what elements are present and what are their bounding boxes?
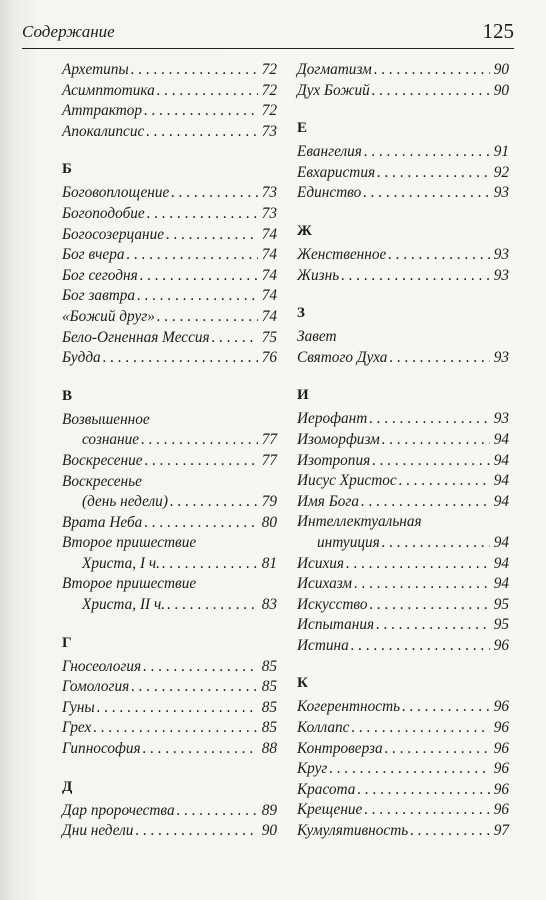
toc-entry: [297, 142, 509, 163]
dot-leader: [377, 163, 490, 184]
toc-entry: [297, 574, 509, 595]
toc-entry-page: 77: [261, 451, 277, 469]
toc-entry-term: Архетипы: [62, 61, 129, 78]
toc-entry-term: Имя Бога: [297, 492, 360, 510]
toc-entry: [62, 513, 277, 534]
toc-entry-term-line1: Второе пришествие: [62, 534, 197, 552]
dot-leader: [389, 348, 489, 369]
toc-entry-page: 72: [261, 61, 277, 78]
section-letter: Е: [297, 120, 308, 137]
toc-entry-page: 96: [493, 780, 509, 798]
toc-entry: [62, 204, 277, 225]
toc-entry-term-line1: Второе пришествие: [62, 575, 197, 593]
toc-entry: [62, 266, 277, 287]
toc-entry-term: Будда: [62, 349, 101, 367]
toc-entry-term: Красота: [297, 780, 356, 798]
toc-entry-page: 83: [261, 596, 277, 614]
running-title: Содержание: [22, 22, 115, 41]
dot-leader: [346, 554, 490, 575]
toc-entry-page: 93: [493, 184, 509, 202]
dot-leader: [364, 142, 490, 163]
dot-leader: [146, 122, 257, 143]
toc-entry: [62, 122, 277, 143]
toc-entry: [62, 81, 277, 102]
section-letter: К: [297, 675, 308, 692]
toc-entry: [62, 657, 277, 678]
toc-entry: [297, 60, 509, 81]
toc-entry-page: 90: [261, 822, 277, 840]
toc-entry-term: Исихия: [297, 554, 345, 572]
toc-entry: [62, 101, 277, 122]
toc-entry: [297, 348, 509, 369]
toc-entry-term-line1: Завет: [297, 328, 337, 346]
toc-entry-page: 85: [261, 719, 277, 737]
dot-leader: [329, 759, 489, 780]
toc-entry-page: 96: [493, 760, 509, 778]
dot-leader: [388, 245, 489, 266]
toc-entry: [297, 718, 509, 739]
toc-entry-term: Асимптотика: [62, 81, 155, 99]
toc-entry: [297, 615, 509, 636]
toc-entry-page: 85: [261, 657, 277, 675]
toc-entry-page: 73: [261, 122, 277, 140]
toc-entry-term: Коллапс: [297, 719, 350, 737]
toc-entry-page: 74: [261, 307, 277, 325]
toc-entry: [297, 821, 509, 842]
dot-leader: [357, 780, 489, 801]
toc-entry-term: Изотропия: [297, 451, 371, 469]
toc-entry-page: 88: [261, 740, 277, 758]
toc-entry-page: 95: [493, 595, 509, 613]
dot-leader: [131, 60, 258, 81]
section-letter: Б: [62, 161, 72, 178]
toc-entry-page: 96: [493, 801, 509, 819]
toc-entry: [62, 348, 277, 369]
toc-entry-page: 74: [261, 266, 277, 284]
toc-entry-term: Бог вчера: [62, 246, 125, 264]
dot-leader: [103, 348, 258, 369]
toc-entry: [297, 759, 509, 780]
dot-leader: [402, 697, 490, 718]
section-letter: Д: [62, 778, 73, 795]
dot-leader: [410, 821, 490, 842]
toc-entry: [297, 636, 509, 657]
dot-leader: [144, 101, 258, 122]
toc-entry-page: 73: [261, 204, 277, 222]
dot-leader: [374, 60, 490, 81]
toc-entry: [62, 554, 277, 575]
dot-leader: [162, 554, 258, 575]
toc-entry-term: Аттрактор: [62, 102, 143, 120]
toc-entry-term: Женственное: [297, 245, 387, 263]
dot-leader: [372, 81, 490, 102]
section-letter: Ж: [297, 222, 312, 239]
toc-entry: [62, 245, 277, 266]
toc-entry: [297, 245, 509, 266]
toc-entry-page: 95: [493, 616, 509, 634]
section-letter: И: [297, 387, 309, 404]
toc-entry-term-line1: Воскресенье: [62, 472, 142, 490]
toc-entry-page: 85: [261, 678, 277, 696]
dot-leader: [399, 471, 490, 492]
toc-entry: [297, 800, 509, 821]
dot-leader: [376, 615, 490, 636]
toc-entry: [62, 677, 277, 698]
toc-entry-page: 81: [261, 554, 277, 572]
toc-entry-page: 75: [261, 328, 277, 346]
toc-entry-page: 90: [493, 81, 509, 99]
toc-entry-term: Иерофант: [297, 410, 368, 428]
toc-entry: [297, 554, 509, 575]
toc-entry-term-line1: Интеллектуальная: [297, 513, 422, 531]
toc-entry-term: Гомология: [62, 678, 130, 696]
toc-entry-page: 93: [493, 348, 509, 366]
toc-entry-term: Гносеология: [62, 657, 142, 675]
toc-entry-term: Догматизм: [297, 61, 372, 78]
toc-entry-term: Воскресение: [62, 451, 143, 469]
toc-entry-term: Жизнь: [297, 266, 340, 284]
toc-entry-term: Гипнософия: [62, 740, 141, 758]
toc-entry-term: «Божий друг»: [62, 307, 155, 325]
dot-leader: [135, 821, 257, 842]
dot-leader: [143, 739, 258, 760]
page-header: [22, 20, 514, 49]
toc-entry: [62, 60, 277, 81]
toc-entry: [62, 307, 277, 328]
dot-leader: [140, 266, 258, 287]
dot-leader: [363, 183, 489, 204]
toc-entry-term: Бог завтра: [62, 287, 136, 305]
toc-entry-term: сознание: [82, 431, 140, 449]
dot-leader: [382, 533, 490, 554]
toc-entry: [297, 81, 509, 102]
dot-leader: [351, 636, 490, 657]
toc-entry-page: 92: [493, 163, 509, 181]
toc-entry: [62, 183, 277, 204]
toc-entry-page: 94: [493, 472, 509, 490]
dot-leader: [147, 204, 258, 225]
dot-leader: [145, 451, 258, 472]
toc-entry: [297, 595, 509, 616]
dot-leader: [144, 513, 257, 534]
toc-entry: [297, 409, 509, 430]
dot-leader: [369, 409, 489, 430]
toc-entry-term: Когерентность: [297, 698, 401, 716]
dot-leader: [171, 183, 257, 204]
toc-entry: [62, 821, 277, 842]
toc-entry-page: 72: [261, 81, 277, 99]
toc-entry: [62, 430, 277, 451]
toc-entry-term: Искусство: [297, 595, 368, 613]
toc-entry-page: 74: [261, 287, 277, 305]
toc-entry-term: Святого Духа: [297, 348, 388, 366]
toc-entry-page: 72: [261, 102, 277, 120]
toc-column-right: [297, 60, 509, 842]
dot-leader: [93, 718, 257, 739]
toc-entry: [62, 286, 277, 307]
toc-entry-term: Круг: [297, 760, 328, 778]
dot-leader: [372, 451, 489, 472]
dot-leader: [167, 595, 258, 616]
toc-entry-page: 80: [261, 513, 277, 531]
toc-entry-page: 76: [261, 349, 277, 367]
toc-entry-page: 96: [493, 719, 509, 737]
toc-entry-term: Боговоплощение: [62, 184, 170, 202]
toc-entry: [297, 430, 509, 451]
toc-entry-page: 96: [493, 636, 509, 654]
toc-entry-term: Дни недели: [62, 822, 134, 840]
dot-leader: [131, 677, 257, 698]
dot-leader: [370, 595, 490, 616]
toc-entry: [62, 492, 277, 513]
toc-entry-term: Богоподобие: [62, 204, 145, 222]
toc-entry-page: 94: [493, 533, 509, 551]
dot-leader: [351, 718, 489, 739]
page-number: 125: [482, 19, 514, 43]
toc-entry-page: 97: [493, 822, 509, 840]
toc-entry: [62, 698, 277, 719]
dot-leader: [166, 225, 258, 246]
dot-leader: [212, 328, 258, 349]
dot-leader: [143, 657, 258, 678]
toc-entry: [62, 328, 277, 349]
dot-leader: [141, 430, 258, 451]
toc-entry-term: Гуны: [62, 698, 95, 716]
toc-entry-page: 77: [261, 431, 277, 449]
toc-entry-term: (день недели): [82, 493, 168, 511]
toc-entry-term: Контроверза: [297, 739, 383, 757]
toc-entry-term: Бог сегодня: [62, 266, 138, 284]
toc-entry-term: Евхаристия: [297, 163, 376, 181]
toc-entry-term: Христа, II ч.: [82, 596, 166, 614]
dot-leader: [170, 492, 258, 513]
toc-entry: [297, 533, 509, 554]
toc-entry-term: Иисус Христос: [297, 472, 397, 490]
toc-entry-term-line1: Возвышенное: [62, 410, 150, 428]
toc-entry-term: Врата Неба: [62, 513, 143, 531]
toc-entry: [297, 697, 509, 718]
dot-leader: [157, 81, 258, 102]
toc-entry-page: 93: [493, 245, 509, 263]
toc-entry-term: Дух Божий: [297, 81, 370, 99]
toc-entry-page: 94: [493, 554, 509, 572]
toc-entry: [297, 492, 509, 513]
toc-entry: [62, 739, 277, 760]
dot-leader: [364, 800, 489, 821]
toc-entry-page: 94: [493, 492, 509, 510]
toc-entry: [297, 266, 509, 287]
dot-leader: [137, 286, 258, 307]
toc-entry: [62, 718, 277, 739]
section-letter: В: [62, 387, 73, 404]
toc-entry: [297, 471, 509, 492]
toc-entry-term: Дар пророчества: [62, 801, 175, 819]
toc-entry-term: Кумулятивность: [297, 822, 409, 840]
toc-entry-term: Евангелия: [297, 143, 362, 161]
toc-entry-page: 85: [261, 698, 277, 716]
toc-entry-term: Истина: [297, 636, 349, 654]
dot-leader: [127, 245, 258, 266]
toc-entry-term: Испытания: [297, 616, 375, 634]
dot-leader: [382, 430, 490, 451]
dot-leader: [341, 266, 490, 287]
toc-entry-page: 90: [493, 61, 509, 78]
toc-entry: [62, 595, 277, 616]
toc-entry-page: 94: [493, 430, 509, 448]
toc-entry-page: 96: [493, 698, 509, 716]
toc-entry-page: 96: [493, 739, 509, 757]
toc-entry-page: 73: [261, 184, 277, 202]
toc-entry-term: Изоморфизм: [297, 430, 380, 448]
dot-leader: [385, 739, 490, 760]
toc-entry-term: интуиция: [317, 533, 380, 551]
toc-column-left: [62, 60, 277, 842]
toc-entry-page: 74: [261, 246, 277, 264]
toc-entry: [297, 780, 509, 801]
toc-entry-page: 93: [493, 410, 509, 428]
dot-leader: [97, 698, 258, 719]
toc-entry-term: Единство: [297, 184, 362, 202]
toc-entry-term: Бело-Огненная Мессия: [62, 328, 210, 346]
toc-entry: [62, 801, 277, 822]
dot-leader: [157, 307, 258, 328]
dot-leader: [361, 492, 490, 513]
toc-entry: [297, 183, 509, 204]
toc-entry-page: 93: [493, 266, 509, 284]
toc-entry: [297, 451, 509, 472]
toc-entry-term: Исихазм: [297, 575, 353, 593]
section-letter: Г: [62, 634, 72, 651]
dot-leader: [354, 574, 490, 595]
section-letter: З: [297, 305, 305, 322]
dot-leader: [177, 801, 258, 822]
toc-entry-term: Грех: [62, 719, 92, 737]
toc-entry: [62, 225, 277, 246]
toc-entry-term: Апокалипсис: [62, 122, 145, 140]
toc-entry-page: 74: [261, 225, 277, 243]
toc-entry-page: 91: [493, 143, 509, 161]
toc-entry: [297, 163, 509, 184]
toc-entry-term: Крещение: [297, 801, 363, 819]
toc-entry-term: Христа, I ч.: [82, 554, 161, 572]
toc-entry: [297, 739, 509, 760]
toc-entry-page: 79: [261, 493, 277, 511]
toc-entry-page: 89: [261, 801, 277, 819]
toc-entry-page: 94: [493, 451, 509, 469]
toc-entry: [62, 451, 277, 472]
toc-entry-term: Богосозерцание: [62, 225, 165, 243]
toc-entry-page: 94: [493, 575, 509, 593]
